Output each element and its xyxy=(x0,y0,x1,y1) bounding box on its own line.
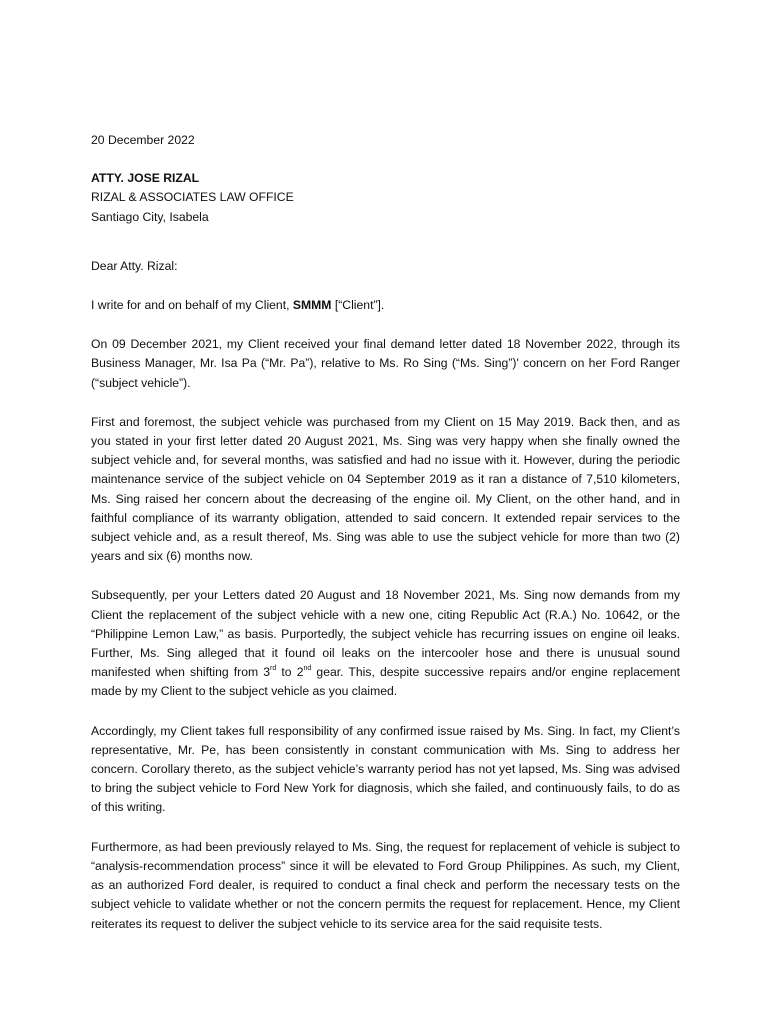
p3-sup1: rd xyxy=(270,665,277,673)
recipient-name: ATTY. JOSE RIZAL xyxy=(91,171,200,186)
letter-date: 20 December 2022 xyxy=(91,133,195,147)
recipient-address: Santiago City, Isabela xyxy=(91,209,209,224)
salutation: Dear Atty. Rizal: xyxy=(91,258,178,273)
paragraph-lemon-law-demand xyxy=(91,586,680,701)
p3-part2: to 2 xyxy=(276,665,304,680)
intro-prefix: I write for and on behalf of my Client, xyxy=(91,298,293,313)
intro-suffix: [“Client”]. xyxy=(331,298,385,313)
p3-part3: gear. This, despite successive repairs and/or engine replacement made by my Client to the subject vehicle as you claimed. xyxy=(91,665,680,699)
client-name: SMMM xyxy=(292,298,332,313)
recipient-firm: RIZAL & ASSOCIATES LAW OFFICE xyxy=(91,190,294,205)
recipient-block xyxy=(91,169,680,227)
paragraph-purchase-history: First and foremost, the subject vehicle was purchased from my Client on 15 May 2019. Back then, and as you stated in your first letter dated 20 August 2021, Ms. Sing was very happy when she finally owned the subject vehicle and, for several months, was satisfied and had no issue with it. However, during the periodic maintenance service of the subject vehicle on 04 September 2019 as it ran a distance of 7,510 kilometers, Ms. Sing raised her concern about the decreasing of the engine oil. My Client, on the other hand, and in faithful compliance of its warranty obligation, attended to said concern. It extended repair services to the subject vehicle and, as a result thereof, Ms. Sing was able to use the subject vehicle for more than two (2) years and six (6) months now. xyxy=(91,414,680,564)
intro-paragraph xyxy=(91,296,680,315)
p3-sup2: nd xyxy=(303,665,312,673)
paragraph-replacement-process: Furthermore, as had been previously relayed to Ms. Sing, the request for replacement of vehicle is subject to “analysis-recommendation process” since it will be elevated to Ford Group Philippines. As such, my Client, as an authorized Ford dealer, is required to conduct a final check and perform the necessary tests on the subject vehicle to validate whether or not the concern permits the request for replacement. Hence, my Client reiterates its request to deliver the subject vehicle to its service area for the said requisite tests. xyxy=(91,839,680,931)
paragraph-demand-receipt: On 09 December 2021, my Client received your final demand letter dated 18 November 2022, through its Business Manager, Mr. Isa Pa (“Mr. Pa”), relative to Ms. Ro Sing (“Ms. Sing”)' concern on her Ford Ranger (“subject vehicle”). xyxy=(91,337,680,390)
p3-part1: Subsequently, per your Letters dated 20 August and 18 November 2021, Ms. Sing now demands from my Client the replacement of the subject vehicle with a new one, citing Republic Act (R.A.) No. 10642, or the “Philippine Lemon Law,” as basis. Purportedly, the subject vehicle has recurring issues on engine oil leaks. Further, Ms. Sing alleged that it found oil leaks on the intercooler hose and there is unusual sound manifested when shifting from 3 xyxy=(91,588,680,680)
paragraph-responsibility: Accordingly, my Client takes full responsibility of any confirmed issue raised by Ms. Sing. In fact, my Client’s representative, Mr. Pe, has been consistently in constant communication with Ms. Sing to address her concern. Corollary thereto, as the subject vehicle’s warranty period has not yet lapsed, Ms. Sing was advised to bring the subject vehicle to Ford New York for diagnosis, which she failed, and continuously fails, to do as of this writing. xyxy=(91,723,680,815)
